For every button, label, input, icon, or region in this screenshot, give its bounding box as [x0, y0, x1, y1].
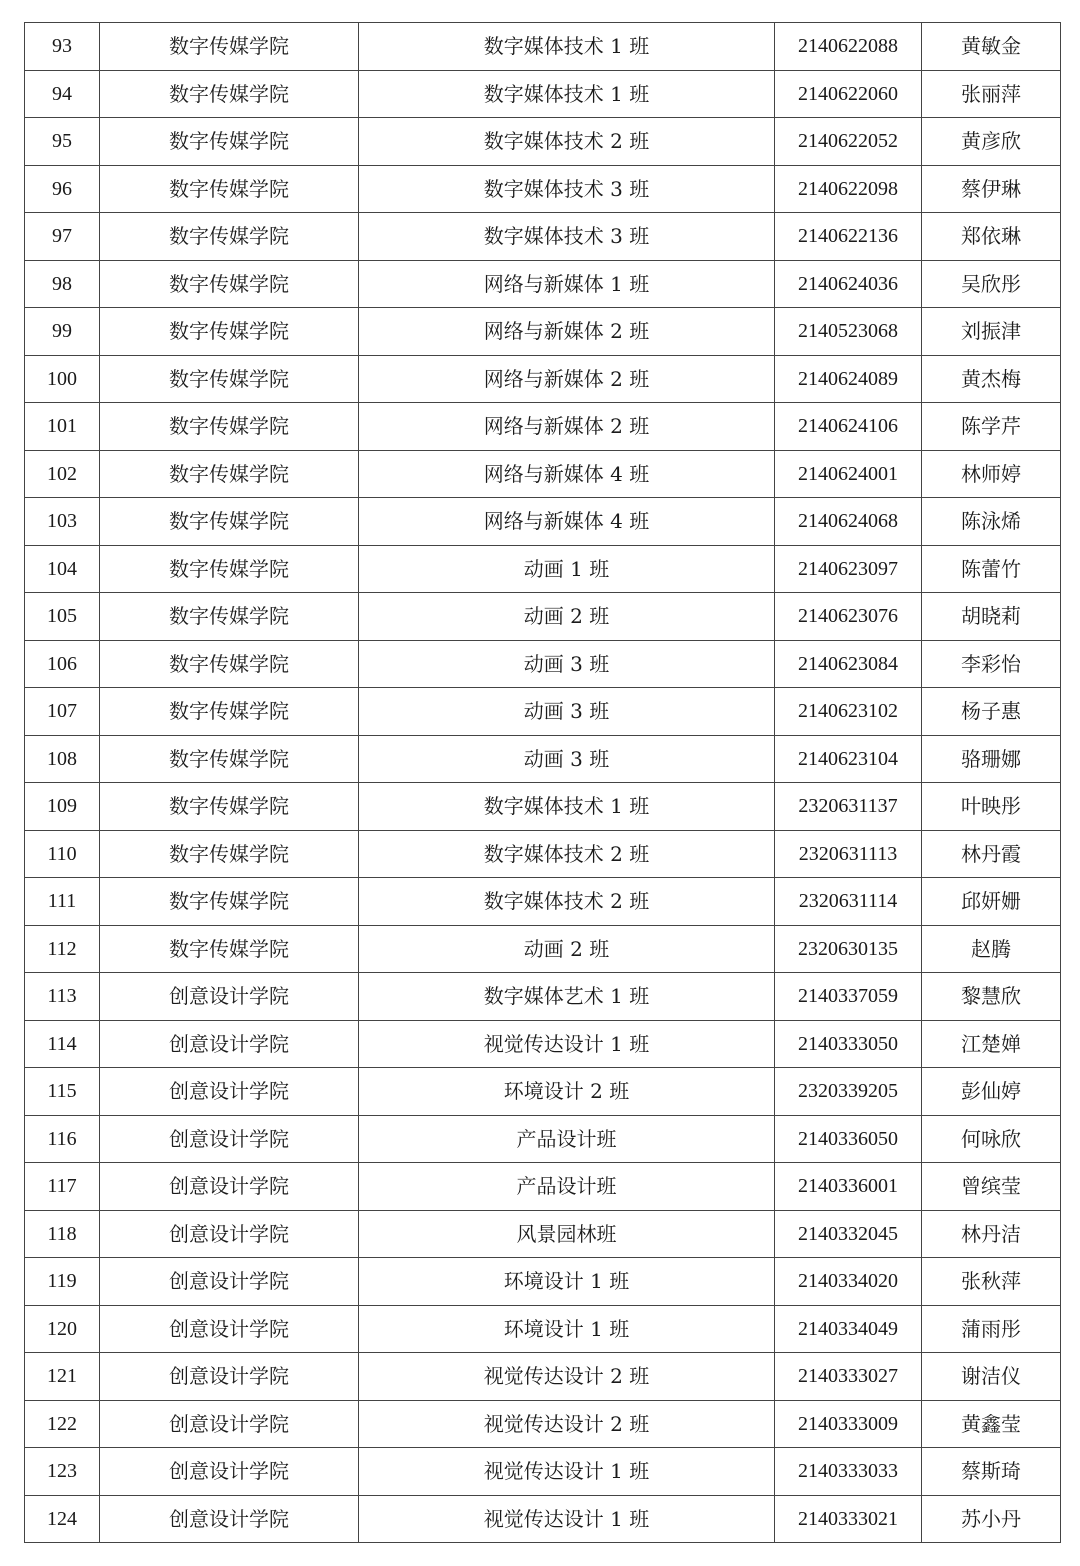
student-id-cell: 2140333027	[775, 1353, 922, 1401]
row-number-cell: 93	[25, 23, 100, 71]
row-number-cell: 109	[25, 783, 100, 831]
table-row	[25, 1210, 1061, 1258]
student-id-cell: 2140622060	[775, 70, 922, 118]
college-cell: 创意设计学院	[100, 1068, 359, 1116]
row-number-cell: 101	[25, 403, 100, 451]
student-name-cell: 黄鑫莹	[922, 1400, 1061, 1448]
student-id-cell: 2140624068	[775, 498, 922, 546]
student-name-cell: 黄敏金	[922, 23, 1061, 71]
table-row	[25, 688, 1061, 736]
table-row	[25, 260, 1061, 308]
student-name-cell: 江楚婵	[922, 1020, 1061, 1068]
college-cell: 数字传媒学院	[100, 450, 359, 498]
student-name-cell: 陈泳烯	[922, 498, 1061, 546]
student-id-cell: 2140622098	[775, 165, 922, 213]
table-row	[25, 1020, 1061, 1068]
class-cell: 视觉传达设计 1 班	[359, 1448, 775, 1496]
row-number-cell: 116	[25, 1115, 100, 1163]
student-id-cell: 2320631114	[775, 878, 922, 926]
college-cell: 数字传媒学院	[100, 403, 359, 451]
row-number-cell: 103	[25, 498, 100, 546]
student-name-cell: 刘振津	[922, 308, 1061, 356]
class-cell: 动画 3 班	[359, 688, 775, 736]
table-row	[25, 1258, 1061, 1306]
table-row	[25, 1495, 1061, 1543]
table-row	[25, 1305, 1061, 1353]
row-number-cell: 94	[25, 70, 100, 118]
class-cell: 网络与新媒体 4 班	[359, 498, 775, 546]
student-name-cell: 李彩怡	[922, 640, 1061, 688]
college-cell: 数字传媒学院	[100, 783, 359, 831]
row-number-cell: 120	[25, 1305, 100, 1353]
class-cell: 产品设计班	[359, 1115, 775, 1163]
college-cell: 数字传媒学院	[100, 688, 359, 736]
document-page	[24, 22, 1060, 1543]
student-id-cell: 2140623104	[775, 735, 922, 783]
class-cell: 视觉传达设计 1 班	[359, 1020, 775, 1068]
class-cell: 视觉传达设计 2 班	[359, 1353, 775, 1401]
class-cell: 视觉传达设计 2 班	[359, 1400, 775, 1448]
college-cell: 数字传媒学院	[100, 640, 359, 688]
student-name-cell: 蔡伊琳	[922, 165, 1061, 213]
row-number-cell: 100	[25, 355, 100, 403]
college-cell: 创意设计学院	[100, 1210, 359, 1258]
table-row	[25, 878, 1061, 926]
student-name-cell: 黄杰梅	[922, 355, 1061, 403]
college-cell: 数字传媒学院	[100, 545, 359, 593]
table-row	[25, 308, 1061, 356]
class-cell: 动画 2 班	[359, 925, 775, 973]
table-row	[25, 1068, 1061, 1116]
class-cell: 数字媒体技术 1 班	[359, 70, 775, 118]
college-cell: 创意设计学院	[100, 1495, 359, 1543]
student-id-cell: 2140624036	[775, 260, 922, 308]
class-cell: 风景园林班	[359, 1210, 775, 1258]
student-name-cell: 黄彦欣	[922, 118, 1061, 166]
class-cell: 环境设计 1 班	[359, 1305, 775, 1353]
class-cell: 数字媒体技术 3 班	[359, 213, 775, 261]
row-number-cell: 117	[25, 1163, 100, 1211]
college-cell: 创意设计学院	[100, 1258, 359, 1306]
college-cell: 数字传媒学院	[100, 23, 359, 71]
student-name-cell: 苏小丹	[922, 1495, 1061, 1543]
class-cell: 网络与新媒体 2 班	[359, 355, 775, 403]
row-number-cell: 111	[25, 878, 100, 926]
student-name-cell: 叶映彤	[922, 783, 1061, 831]
class-cell: 动画 3 班	[359, 735, 775, 783]
student-name-cell: 胡晓莉	[922, 593, 1061, 641]
table-row	[25, 973, 1061, 1021]
table-row	[25, 118, 1061, 166]
college-cell: 数字传媒学院	[100, 70, 359, 118]
table-row	[25, 1163, 1061, 1211]
college-cell: 创意设计学院	[100, 1353, 359, 1401]
college-cell: 创意设计学院	[100, 1448, 359, 1496]
row-number-cell: 95	[25, 118, 100, 166]
student-name-cell: 林师婷	[922, 450, 1061, 498]
table-row	[25, 450, 1061, 498]
class-cell: 环境设计 1 班	[359, 1258, 775, 1306]
college-cell: 数字传媒学院	[100, 260, 359, 308]
class-cell: 视觉传达设计 1 班	[359, 1495, 775, 1543]
student-name-cell: 何咏欣	[922, 1115, 1061, 1163]
row-number-cell: 104	[25, 545, 100, 593]
table-row	[25, 23, 1061, 71]
row-number-cell: 124	[25, 1495, 100, 1543]
student-name-cell: 蒲雨彤	[922, 1305, 1061, 1353]
row-number-cell: 115	[25, 1068, 100, 1116]
class-cell: 网络与新媒体 2 班	[359, 308, 775, 356]
student-name-cell: 吴欣彤	[922, 260, 1061, 308]
class-cell: 数字媒体艺术 1 班	[359, 973, 775, 1021]
student-id-cell: 2140624106	[775, 403, 922, 451]
class-cell: 产品设计班	[359, 1163, 775, 1211]
student-name-cell: 彭仙婷	[922, 1068, 1061, 1116]
student-id-cell: 2140623102	[775, 688, 922, 736]
class-cell: 环境设计 2 班	[359, 1068, 775, 1116]
student-id-cell: 2140622088	[775, 23, 922, 71]
class-cell: 数字媒体技术 3 班	[359, 165, 775, 213]
student-name-cell: 赵腾	[922, 925, 1061, 973]
student-name-cell: 林丹霞	[922, 830, 1061, 878]
student-id-cell: 2140333033	[775, 1448, 922, 1496]
student-name-cell: 张丽萍	[922, 70, 1061, 118]
student-id-cell: 2140337059	[775, 973, 922, 1021]
table-row	[25, 640, 1061, 688]
student-id-cell: 2140623076	[775, 593, 922, 641]
student-id-cell: 2140624089	[775, 355, 922, 403]
student-name-cell: 张秋萍	[922, 1258, 1061, 1306]
student-id-cell: 2320630135	[775, 925, 922, 973]
table-row	[25, 925, 1061, 973]
table-row	[25, 593, 1061, 641]
class-cell: 数字媒体技术 2 班	[359, 830, 775, 878]
table-row	[25, 213, 1061, 261]
student-id-cell: 2140523068	[775, 308, 922, 356]
student-id-cell: 2140333009	[775, 1400, 922, 1448]
student-id-cell: 2140622052	[775, 118, 922, 166]
row-number-cell: 99	[25, 308, 100, 356]
row-number-cell: 98	[25, 260, 100, 308]
college-cell: 创意设计学院	[100, 1115, 359, 1163]
table-row	[25, 1353, 1061, 1401]
college-cell: 数字传媒学院	[100, 498, 359, 546]
row-number-cell: 108	[25, 735, 100, 783]
student-name-cell: 骆珊娜	[922, 735, 1061, 783]
student-id-cell: 2140333050	[775, 1020, 922, 1068]
table-row	[25, 545, 1061, 593]
table-row	[25, 783, 1061, 831]
roster-table-body	[25, 23, 1061, 1543]
class-cell: 网络与新媒体 2 班	[359, 403, 775, 451]
student-name-cell: 蔡斯琦	[922, 1448, 1061, 1496]
table-row	[25, 1448, 1061, 1496]
table-row	[25, 403, 1061, 451]
row-number-cell: 106	[25, 640, 100, 688]
table-row	[25, 1400, 1061, 1448]
student-name-cell: 陈学芹	[922, 403, 1061, 451]
row-number-cell: 113	[25, 973, 100, 1021]
college-cell: 数字传媒学院	[100, 213, 359, 261]
student-name-cell: 林丹洁	[922, 1210, 1061, 1258]
student-id-cell: 2140336001	[775, 1163, 922, 1211]
student-id-cell: 2140334049	[775, 1305, 922, 1353]
table-row	[25, 355, 1061, 403]
student-id-cell: 2140332045	[775, 1210, 922, 1258]
student-id-cell: 2140623084	[775, 640, 922, 688]
row-number-cell: 112	[25, 925, 100, 973]
student-name-cell: 谢洁仪	[922, 1353, 1061, 1401]
student-id-cell: 2320631113	[775, 830, 922, 878]
table-row	[25, 498, 1061, 546]
student-name-cell: 黎慧欣	[922, 973, 1061, 1021]
row-number-cell: 114	[25, 1020, 100, 1068]
row-number-cell: 110	[25, 830, 100, 878]
college-cell: 创意设计学院	[100, 1020, 359, 1068]
college-cell: 数字传媒学院	[100, 355, 359, 403]
row-number-cell: 105	[25, 593, 100, 641]
college-cell: 数字传媒学院	[100, 830, 359, 878]
student-id-cell: 2140334020	[775, 1258, 922, 1306]
college-cell: 创意设计学院	[100, 1400, 359, 1448]
class-cell: 数字媒体技术 1 班	[359, 23, 775, 71]
student-id-cell: 2140623097	[775, 545, 922, 593]
row-number-cell: 97	[25, 213, 100, 261]
row-number-cell: 123	[25, 1448, 100, 1496]
student-name-cell: 邱妍姗	[922, 878, 1061, 926]
student-name-cell: 杨子惠	[922, 688, 1061, 736]
class-cell: 数字媒体技术 1 班	[359, 783, 775, 831]
row-number-cell: 119	[25, 1258, 100, 1306]
college-cell: 创意设计学院	[100, 973, 359, 1021]
table-row	[25, 735, 1061, 783]
class-cell: 网络与新媒体 1 班	[359, 260, 775, 308]
table-row	[25, 1115, 1061, 1163]
class-cell: 数字媒体技术 2 班	[359, 878, 775, 926]
table-row	[25, 830, 1061, 878]
table-row	[25, 70, 1061, 118]
row-number-cell: 122	[25, 1400, 100, 1448]
student-id-cell: 2140336050	[775, 1115, 922, 1163]
class-cell: 网络与新媒体 4 班	[359, 450, 775, 498]
student-roster-table	[24, 22, 1061, 1543]
student-id-cell: 2140624001	[775, 450, 922, 498]
college-cell: 数字传媒学院	[100, 118, 359, 166]
college-cell: 数字传媒学院	[100, 308, 359, 356]
student-name-cell: 郑依琳	[922, 213, 1061, 261]
student-name-cell: 陈蕾竹	[922, 545, 1061, 593]
college-cell: 数字传媒学院	[100, 925, 359, 973]
student-id-cell: 2140622136	[775, 213, 922, 261]
table-row	[25, 165, 1061, 213]
college-cell: 数字传媒学院	[100, 878, 359, 926]
class-cell: 动画 1 班	[359, 545, 775, 593]
row-number-cell: 121	[25, 1353, 100, 1401]
student-id-cell: 2320631137	[775, 783, 922, 831]
college-cell: 数字传媒学院	[100, 593, 359, 641]
student-id-cell: 2140333021	[775, 1495, 922, 1543]
college-cell: 创意设计学院	[100, 1163, 359, 1211]
student-name-cell: 曾缤莹	[922, 1163, 1061, 1211]
row-number-cell: 102	[25, 450, 100, 498]
student-id-cell: 2320339205	[775, 1068, 922, 1116]
row-number-cell: 96	[25, 165, 100, 213]
college-cell: 创意设计学院	[100, 1305, 359, 1353]
college-cell: 数字传媒学院	[100, 735, 359, 783]
class-cell: 动画 3 班	[359, 640, 775, 688]
class-cell: 数字媒体技术 2 班	[359, 118, 775, 166]
row-number-cell: 118	[25, 1210, 100, 1258]
college-cell: 数字传媒学院	[100, 165, 359, 213]
row-number-cell: 107	[25, 688, 100, 736]
class-cell: 动画 2 班	[359, 593, 775, 641]
